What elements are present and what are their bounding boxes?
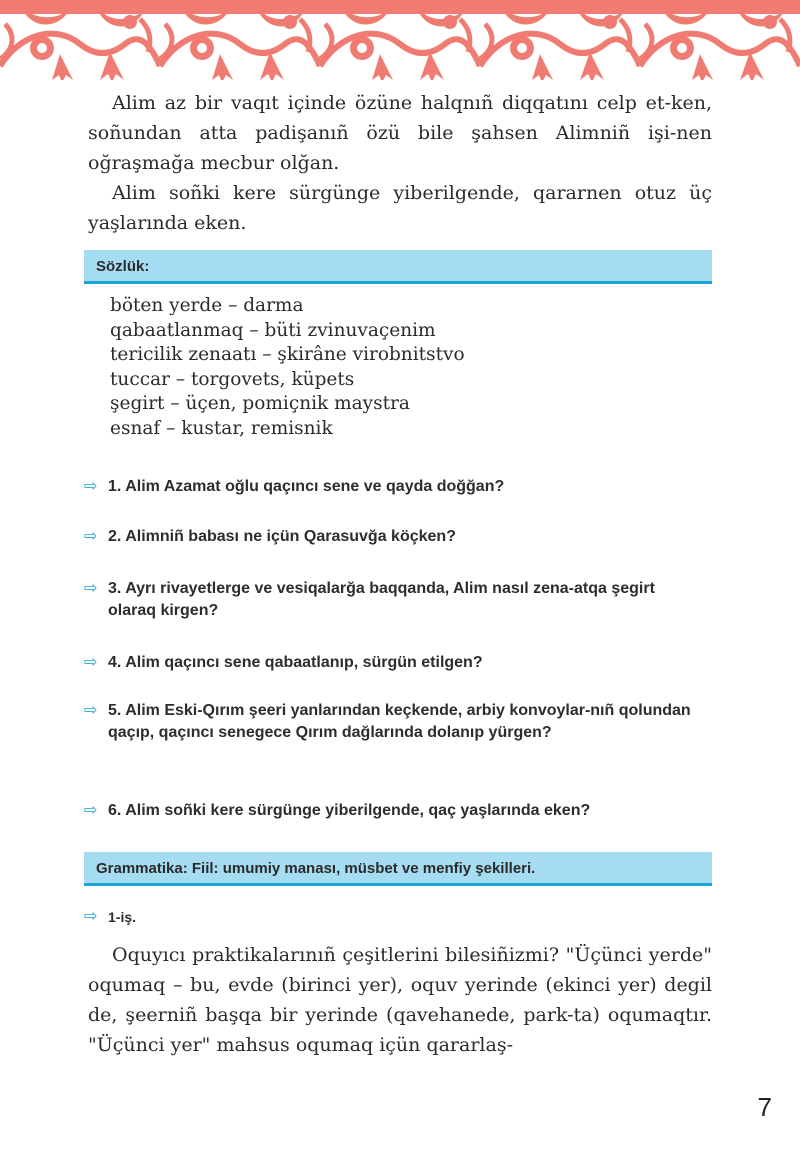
question-text: 5. Alim Eski-Qırım şeeri yanlarından keçkende, arbiy konvoylar-nıñ qolundan qaçıp, qaçıncı senegece Qırım dağlarında dolanıp yürgen? xyxy=(108,702,691,741)
vocabulary-item: esnaf – kustar, remisnik xyxy=(110,417,333,439)
arrow-right-icon: ⇨ xyxy=(84,654,98,671)
vocabulary-list xyxy=(110,294,465,442)
question-text: 2. Alimniñ babası ne içün Qarasuvğa köçken? xyxy=(108,528,456,545)
grammar-header: Grammatika: Fiil: umumiy manası, müsbet ve menfiy şekilleri. xyxy=(84,852,712,886)
arrow-right-icon: ⇨ xyxy=(84,528,98,545)
arrow-right-icon: ⇨ xyxy=(84,802,98,819)
arrow-right-icon: ⇨ xyxy=(84,702,98,719)
question-text: 6. Alim soñki kere sürgünge yiberilgende, qaç yaşlarında eken? xyxy=(108,802,591,819)
exercise-label-text: 1-iş. xyxy=(108,909,137,925)
vocabulary-item: qabaatlanmaq – büti zvinuvaçenim xyxy=(110,319,436,341)
vocabulary-item: tericilik zenaatı – şkirâne virobnitstvo xyxy=(110,344,465,366)
floral-ornament-border xyxy=(0,0,800,80)
vocabulary-item: böten yerde – darma xyxy=(110,295,304,316)
question-item xyxy=(84,652,724,674)
question-item xyxy=(84,476,724,498)
grammar-paragraph: Oquyıcı praktikalarınıñ çeşitlerini bilesiñizmi? "Üçünci yerde" oqumaq – bu, evde (birinci yer), oquv yerinde (ekinci yer) degil de, şeerniñ başqa bir yerinde (qavehanede, park-ta) oqumaqtır. "Üçünci yer" mahsus oqumaq içün qararlaş- xyxy=(88,944,712,1056)
question-item xyxy=(84,578,724,622)
question-text: 1. Alim Azamat oğlu qaçıncı sene ve qayda doğğan? xyxy=(108,478,505,495)
vocabulary-header: Sözlük: xyxy=(84,250,712,284)
question-text: 3. Ayrı rivayetlerge ve vesiqalarğa baqqanda, Alim nasıl zena-atqa şegirt olaraq kirgen? xyxy=(108,580,655,619)
exercise-label xyxy=(84,906,724,928)
page-number: 7 xyxy=(757,1092,772,1122)
vocabulary-item: şegirt – üçen, pomiçnik maystra xyxy=(110,393,410,415)
intro-paragraph-2: Alim soñki kere sürgünge yiberilgende, qararnen otuz üç yaşlarında eken. xyxy=(88,182,712,234)
question-item xyxy=(84,700,724,744)
question-item xyxy=(84,800,724,822)
arrow-right-icon: ⇨ xyxy=(84,580,98,597)
arrow-right-icon: ⇨ xyxy=(84,908,98,925)
question-item xyxy=(84,526,724,548)
arrow-right-icon: ⇨ xyxy=(84,478,98,495)
intro-paragraph-1: Alim az bir vaqıt içinde özüne halqnıñ diqqatını celp et-ken, soñundan atta padişanıñ özü bile şahsen Alimniñ işi-nen oğraşmağa mecbur olğan. xyxy=(88,92,712,174)
vocabulary-item: tuccar – torgovets, küpets xyxy=(110,368,355,390)
question-text: 4. Alim qaçıncı sene qabaatlanıp, sürgün etilgen? xyxy=(108,654,483,671)
